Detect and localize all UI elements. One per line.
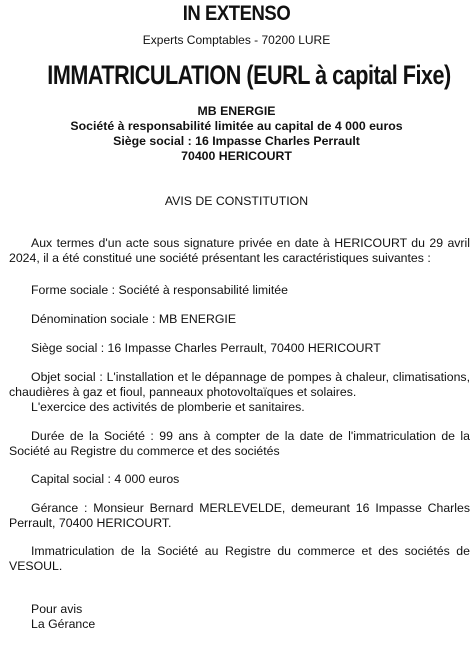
objet-text: Objet social : L'installation et le dépannage de pompes à chaleur, climatisations, chaudières à gaz et fioul, panneaux photovoltaïques et solaires. — [9, 370, 470, 399]
denomination-text: Dénomination sociale : MB ENERGIE — [31, 312, 237, 326]
signature-block — [9, 602, 470, 632]
company-block — [0, 104, 473, 164]
gerance-text: Gérance : Monsieur Bernard MERLEVELDE, demeurant 16 Impasse Charles Perrault, 70400 HERICOURT. — [9, 501, 470, 530]
objet-text-2: L'exercice des activités de plomberie et sanitaires. — [31, 400, 305, 414]
signature-line-2: La Gérance — [31, 617, 96, 631]
capital-paragraph — [9, 472, 470, 487]
immatriculation-paragraph — [9, 544, 470, 574]
capital-text: Capital social : 4 000 euros — [31, 472, 180, 486]
notice-headline: IMMATRICULATION (EURL à capital Fixe) — [47, 60, 451, 90]
forme-paragraph — [9, 283, 470, 298]
intro-paragraph — [9, 236, 470, 266]
forme-text: Forme sociale : Société à responsabilité limitée — [31, 283, 288, 297]
denomination-paragraph — [9, 312, 470, 327]
duree-paragraph — [9, 429, 470, 459]
firm-name: IN EXTENSO — [182, 2, 291, 25]
duree-text: Durée de la Société : 99 ans à compter de la date de l'immatriculation de la Société au Registre du commerce et des sociétés — [9, 429, 470, 458]
company-name: MB ENERGIE — [197, 104, 276, 118]
siege-text: Siège social : 16 Impasse Charles Perrault, 70400 HERICOURT — [31, 341, 381, 355]
siege-paragraph — [9, 341, 470, 356]
intro-text: Aux termes d'un acte sous signature privée en date à HERICOURT du 29 avril 2024, il a été constitué une société présentant les caractéristiques suivantes : — [9, 236, 470, 265]
notice-title: AVIS DE CONSTITUTION — [164, 194, 309, 208]
company-city: 70400 HERICOURT — [181, 149, 292, 163]
immatriculation-text: Immatriculation de la Société au Registre du commerce et des sociétés de VESOUL. — [9, 544, 470, 573]
objet-paragraph — [9, 370, 470, 415]
firm-subtitle: Experts Comptables - 70200 LURE — [142, 33, 331, 47]
gerance-paragraph — [9, 501, 470, 531]
signature-line-1: Pour avis — [31, 602, 83, 616]
company-form-capital: Société à responsabilité limitée au capital de 4 000 euros — [70, 119, 403, 133]
company-seat: Siège social : 16 Impasse Charles Perrault — [113, 134, 360, 148]
